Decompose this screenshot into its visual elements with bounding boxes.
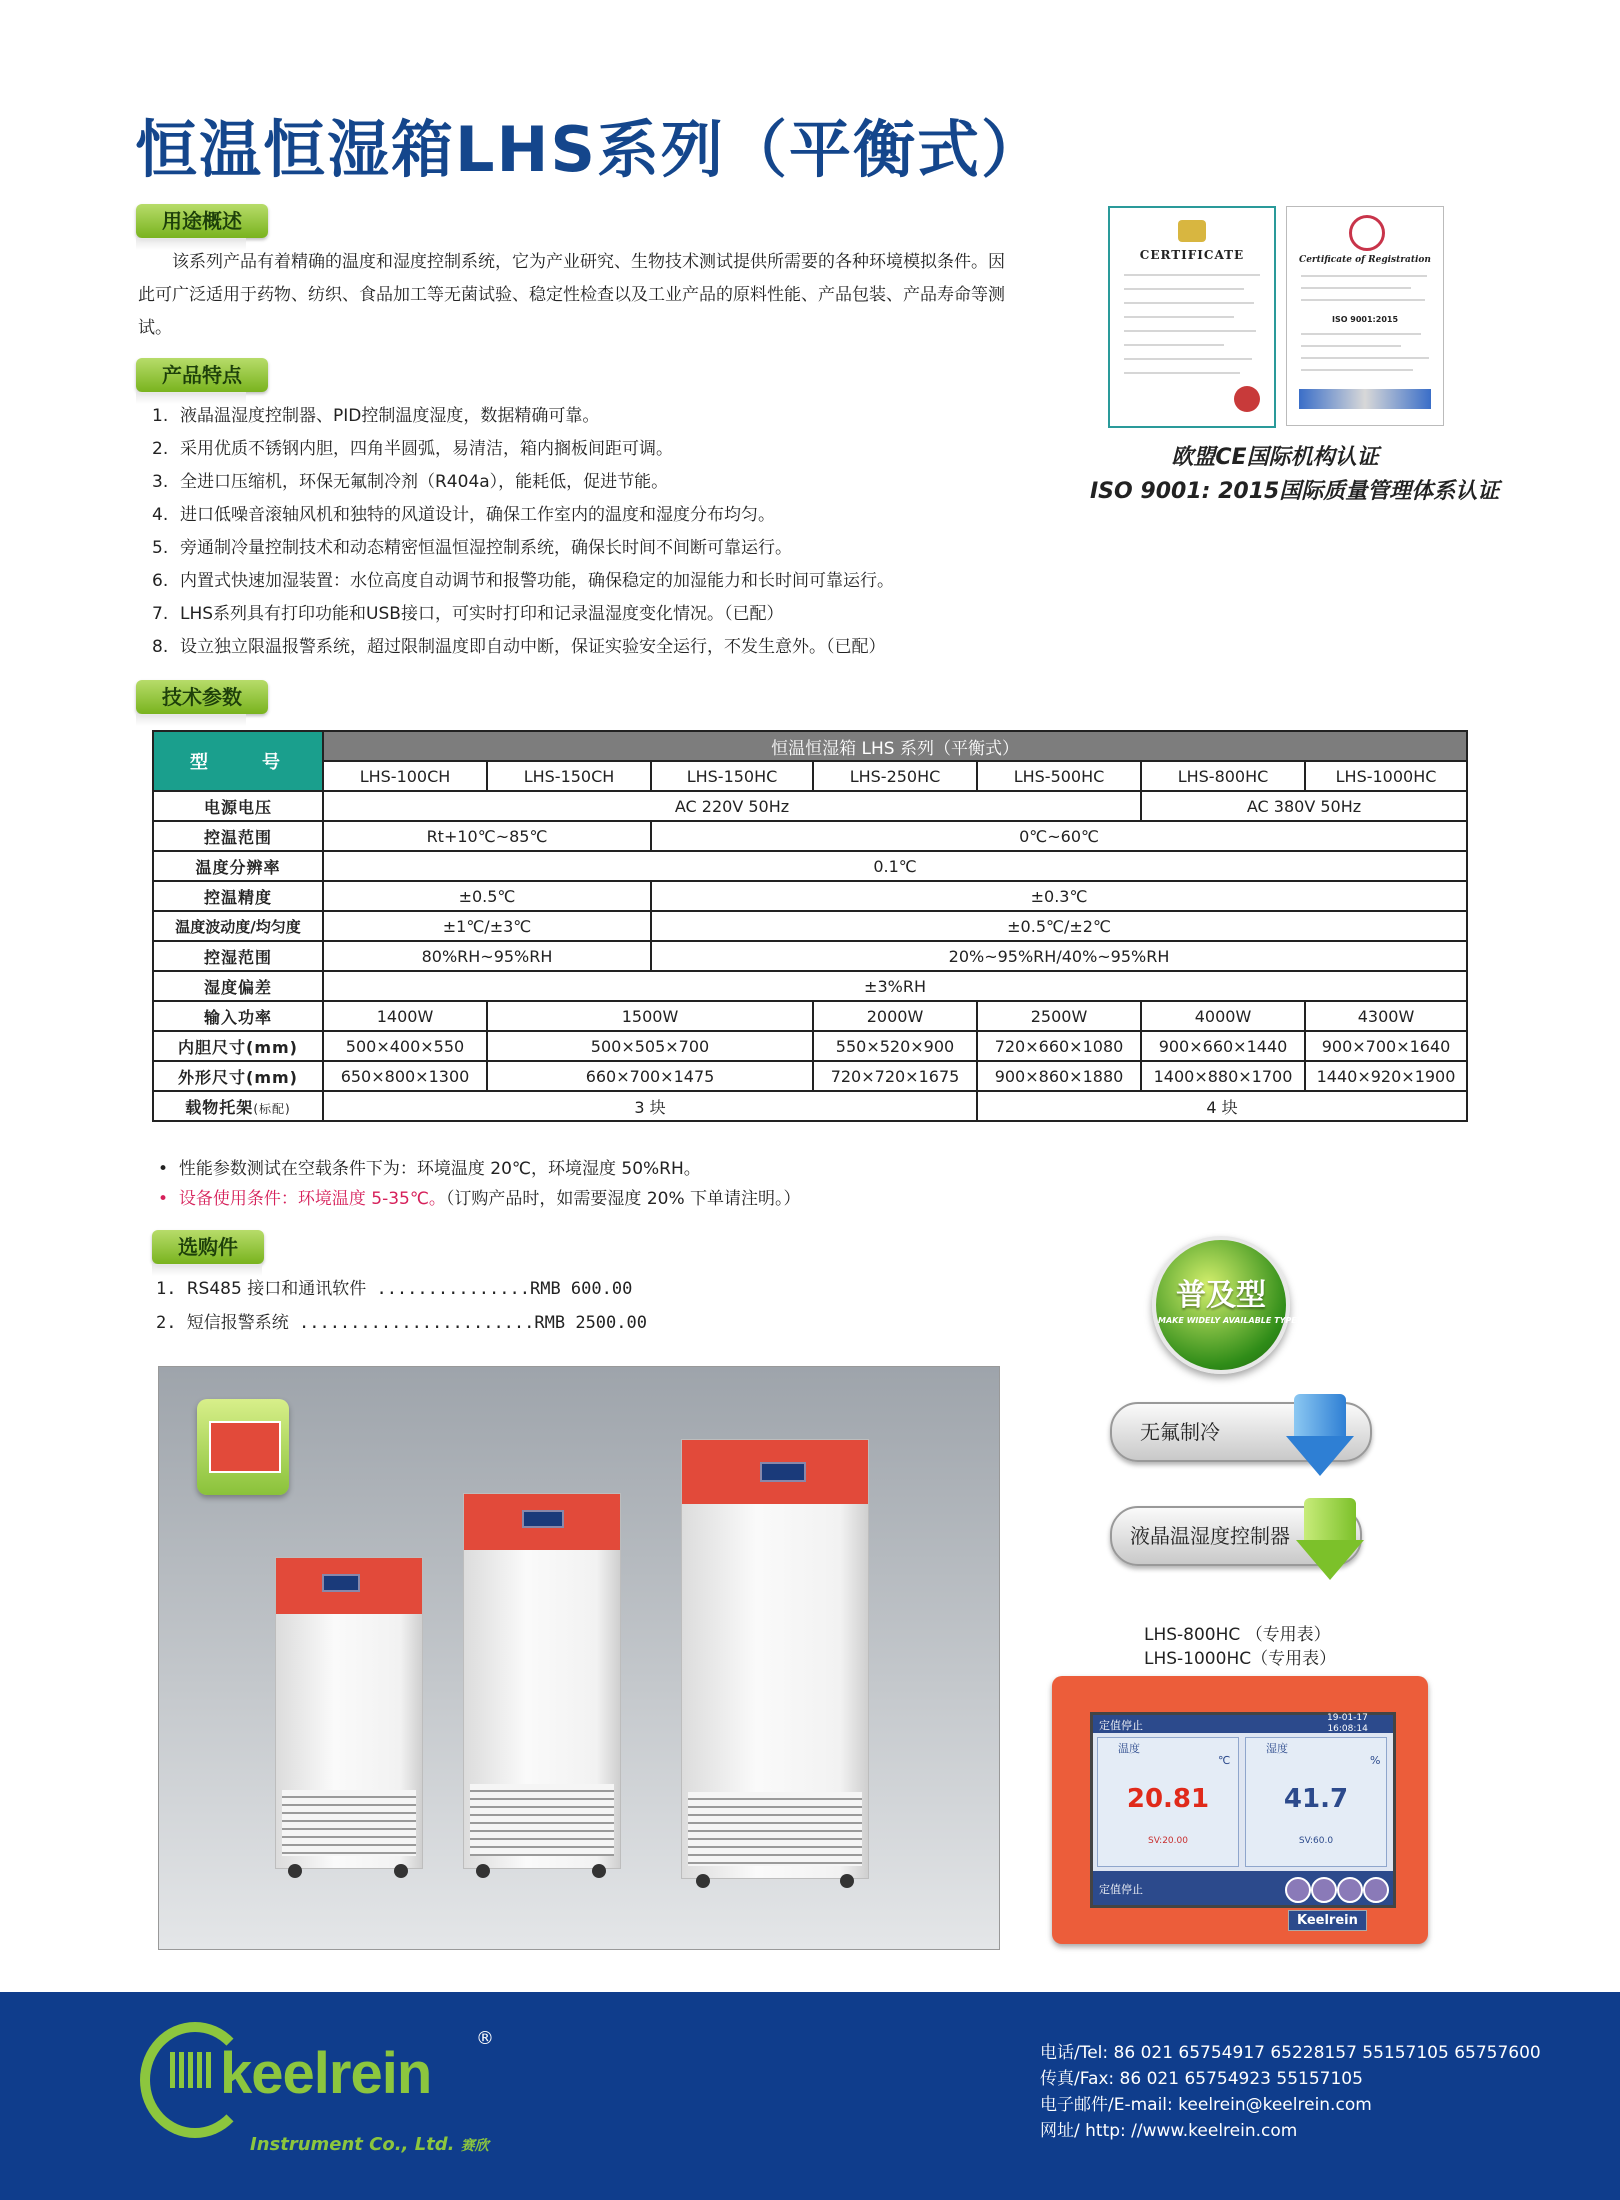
popular-type-badge (1152, 1236, 1297, 1374)
section-tab-features: 产品特点 (136, 358, 268, 392)
hum-setpoint: SV:60.0 (1298, 1836, 1334, 1846)
model-cell: LHS-150CH (487, 761, 651, 791)
controller-panel-image (1052, 1676, 1428, 1944)
logo-bars-icon (170, 2052, 214, 2088)
feature-item: 4. 进口低噪音滚轴风机和独特的风道设计，确保工作室内的温度和湿度分布均匀。 (152, 505, 775, 525)
table-row (153, 791, 1467, 821)
contact-email: 电子邮件/E-mail: keelrein@keelrein.com (1040, 2095, 1372, 2115)
logo-registered-mark: ® (476, 2028, 494, 2049)
table-cell: AC 220V 50Hz (323, 791, 1141, 821)
udem-logo-icon (1234, 386, 1260, 412)
table-row (153, 761, 1467, 791)
section-tab-usage: 用途概述 (136, 204, 268, 238)
table-row (153, 851, 1467, 881)
feature-item: 5. 旁通制冷量控制技术和动态精密恒温恒湿控制系统，确保长时间不间断可靠运行。 (152, 538, 792, 558)
row-label: 载物托架(标配) (153, 1091, 323, 1121)
table-row (153, 911, 1467, 941)
row-label: 内胆尺寸(mm) (153, 1031, 323, 1061)
model-cell: LHS-800HC (1141, 761, 1305, 791)
tocq-logo-icon (1349, 215, 1385, 251)
feature-item: 8. 设立独立限温报警系统，超过限制温度即自动中断，保证实验安全运行，不发生意外。（已配） (152, 637, 886, 657)
table-cell: 1440×920×1900 (1305, 1061, 1467, 1091)
table-cell: ±1℃/±3℃ (323, 911, 651, 941)
contact-website: 网址/ http: //www.keelrein.com (1040, 2121, 1298, 2141)
table-row (153, 1031, 1467, 1061)
temp-value: 20.81 (1126, 1784, 1210, 1814)
controller-thumbnail-icon (197, 1399, 289, 1495)
table-cell: 720×720×1675 (813, 1061, 977, 1091)
screen-button-icon (1337, 1877, 1363, 1903)
cabinet-large (681, 1439, 869, 1879)
table-cell: 4000W (1141, 1001, 1305, 1031)
row-label: 电源电压 (153, 791, 323, 821)
table-row (153, 1061, 1467, 1091)
cabinet-small (275, 1557, 423, 1869)
table-cell: 900×660×1440 (1141, 1031, 1305, 1061)
table-cell: 1500W (487, 1001, 813, 1031)
section-tab-options: 选购件 (152, 1230, 264, 1264)
pill-lcd-controller: 液晶温湿度控制器 (1110, 1506, 1362, 1566)
table-cell: 660×700×1475 (487, 1061, 813, 1091)
page-title: 恒温恒湿箱LHS系列（平衡式） (135, 113, 1046, 186)
table-cell: 1400×880×1700 (1141, 1061, 1305, 1091)
screen-status-top: 定值停止 (1099, 1719, 1143, 1732)
company-name: Instrument Co., Ltd. 赛欣 (250, 2134, 489, 2155)
feature-item: 6. 内置式快速加湿装置：水位高度自动调节和报警功能，确保稳定的加湿能力和长时间可靠运行。 (152, 571, 894, 591)
option-item: 2. 短信报警系统 .......................RMB 2500.00 (156, 1313, 647, 1333)
table-cell: 4300W (1305, 1001, 1467, 1031)
down-arrow-icon (1304, 1498, 1356, 1540)
controller-model-label: LHS-800HC （专用表） (1144, 1625, 1331, 1645)
table-cell: 1400W (323, 1001, 487, 1031)
table-cell: AC 380V 50Hz (1141, 791, 1467, 821)
feature-item: 3. 全进口压缩机，环保无氟制冷剂（R404a），能耗低，促进节能。 (152, 472, 669, 492)
row-label: 温度波动度/均匀度 (153, 911, 323, 941)
table-cell: 900×860×1880 (977, 1061, 1141, 1091)
section-tab-specs: 技术参数 (136, 680, 268, 714)
model-cell: LHS-250HC (813, 761, 977, 791)
table-cell: 4 块 (977, 1091, 1467, 1121)
controller-screen (1090, 1712, 1396, 1908)
model-cell: LHS-150HC (651, 761, 813, 791)
row-label: 控温精度 (153, 881, 323, 911)
table-row (153, 971, 1467, 1001)
footer (0, 1992, 1620, 2200)
certificate-seal-icon (1178, 220, 1206, 242)
table-cell: 2500W (977, 1001, 1141, 1031)
feature-item: 1. 液晶温湿度控制器、PID控制温度湿度，数据精确可靠。 (152, 406, 600, 426)
table-row (153, 821, 1467, 851)
temp-label: 温度 (1118, 1742, 1140, 1755)
spec-table (152, 730, 1468, 1122)
row-label: 输入功率 (153, 1001, 323, 1031)
series-header: 恒温恒湿箱 LHS 系列（平衡式） (323, 731, 1467, 761)
table-row (153, 1001, 1467, 1031)
table-cell: ±0.3℃ (651, 881, 1467, 911)
ce-caption: 欧盟CE国际机构认证 (1171, 445, 1379, 470)
table-row (153, 1091, 1467, 1121)
row-label: 湿度偏差 (153, 971, 323, 1001)
usage-description: 该系列产品有着精确的温度和湿度控制系统，它为产业研究、生物技术测试提供所需要的各种环境模拟条件。因此可广泛适用于药物、纺织、食品加工等无菌试验、稳定性检查以及工业产品的原料性能、产品包装、产品寿命等测试。 (138, 252, 1005, 338)
screen-datetime: 19-01-17 16:08:14 (1327, 1713, 1368, 1734)
row-label: 控温范围 (153, 821, 323, 851)
note-usage-conditions: • 设备使用条件：环境温度 5-35℃。（订购产品时，如需要湿度 20% 下单请注明。） (158, 1189, 801, 1209)
row-label: 温度分辨率 (153, 851, 323, 881)
table-cell: 720×660×1080 (977, 1031, 1141, 1061)
table-cell: ±0.5℃ (323, 881, 651, 911)
table-cell: Rt+10℃~85℃ (323, 821, 651, 851)
screen-button-icon (1311, 1877, 1337, 1903)
table-cell: ±0.5℃/±2℃ (651, 911, 1467, 941)
cabinet-medium (463, 1493, 621, 1869)
contact-fax: 传真/Fax: 86 021 65754923 55157105 (1040, 2069, 1363, 2089)
table-cell: 80%RH~95%RH (323, 941, 651, 971)
feature-item: 2. 采用优质不锈钢内胆，四角半圆弧，易清洁，箱内搁板间距可调。 (152, 439, 673, 459)
down-arrow-icon (1294, 1394, 1346, 1436)
iso-certificate-image (1286, 206, 1444, 426)
table-row (153, 731, 1467, 761)
feature-list (152, 400, 894, 664)
table-cell: 900×700×1640 (1305, 1031, 1467, 1061)
model-cell: LHS-100CH (323, 761, 487, 791)
table-cell: 2000W (813, 1001, 977, 1031)
cert2-title: Certificate of Registration (1299, 255, 1431, 265)
logo-text: keelrein (220, 2041, 432, 2106)
screen-button-icon (1363, 1877, 1389, 1903)
badge-sub-text: MAKE WIDELY AVAILABLE TYPE (1158, 1316, 1297, 1325)
hum-value: 41.7 (1283, 1784, 1349, 1814)
table-row (153, 881, 1467, 911)
feature-item: 7. LHS系列具有打印功能和USB接口，可实时打印和记录温湿度变化情况。（已配） (152, 604, 784, 624)
table-cell: ±3%RH (323, 971, 1467, 1001)
table-cell: 0℃~60℃ (651, 821, 1467, 851)
table-cell: 500×400×550 (323, 1031, 487, 1061)
table-cell: 650×800×1300 (323, 1061, 487, 1091)
badge-main-text: 普及型 (1176, 1278, 1266, 1313)
model-header: 型 号 (153, 731, 323, 791)
cert2-standard: ISO 9001:2015 (1331, 315, 1399, 324)
controller-model-label: LHS-1000HC（专用表） (1144, 1649, 1337, 1669)
controller-brand: Keelrein (1288, 1910, 1367, 1931)
screen-status-bottom: 定值停止 (1099, 1883, 1143, 1896)
model-cell: LHS-1000HC (1305, 761, 1467, 791)
hum-label: 湿度 (1266, 1742, 1288, 1755)
table-cell: 3 块 (323, 1091, 977, 1121)
temperature-readout (1097, 1737, 1239, 1867)
contact-tel: 电话/Tel: 86 021 65754917 65228157 55157105 65757600 (1040, 2043, 1541, 2063)
table-row (153, 941, 1467, 971)
table-cell: 550×520×900 (813, 1031, 977, 1061)
row-label: 控湿范围 (153, 941, 323, 971)
product-photo (158, 1366, 1000, 1950)
down-arrow-icon-head (1286, 1436, 1354, 1476)
temp-setpoint: SV:20.00 (1148, 1836, 1188, 1846)
iso-caption: ISO 9001: 2015国际质量管理体系认证 (1090, 479, 1500, 504)
temp-unit: ℃ (1218, 1754, 1231, 1767)
pill-cfc-free: 无氟制冷 (1110, 1402, 1372, 1462)
row-label: 外形尺寸(mm) (153, 1061, 323, 1091)
model-cell: LHS-500HC (977, 761, 1141, 791)
down-arrow-icon-head (1296, 1540, 1364, 1580)
screen-button-icon (1285, 1877, 1311, 1903)
note-test-conditions: • 性能参数测试在空载条件下为：环境温度 20℃，环境湿度 50%RH。 (158, 1159, 701, 1179)
hum-unit: % (1370, 1754, 1381, 1767)
accreditation-logos-icon (1299, 389, 1431, 409)
table-cell: 500×505×700 (487, 1031, 813, 1061)
humidity-readout (1245, 1737, 1387, 1867)
ce-certificate-image (1108, 206, 1276, 428)
cert1-title: CERTIFICATE (1139, 248, 1245, 262)
table-cell: 0.1℃ (323, 851, 1467, 881)
option-item: 1. RS485 接口和通讯软件 ...............RMB 600.00 (156, 1279, 633, 1299)
table-cell: 20%~95%RH/40%~95%RH (651, 941, 1467, 971)
